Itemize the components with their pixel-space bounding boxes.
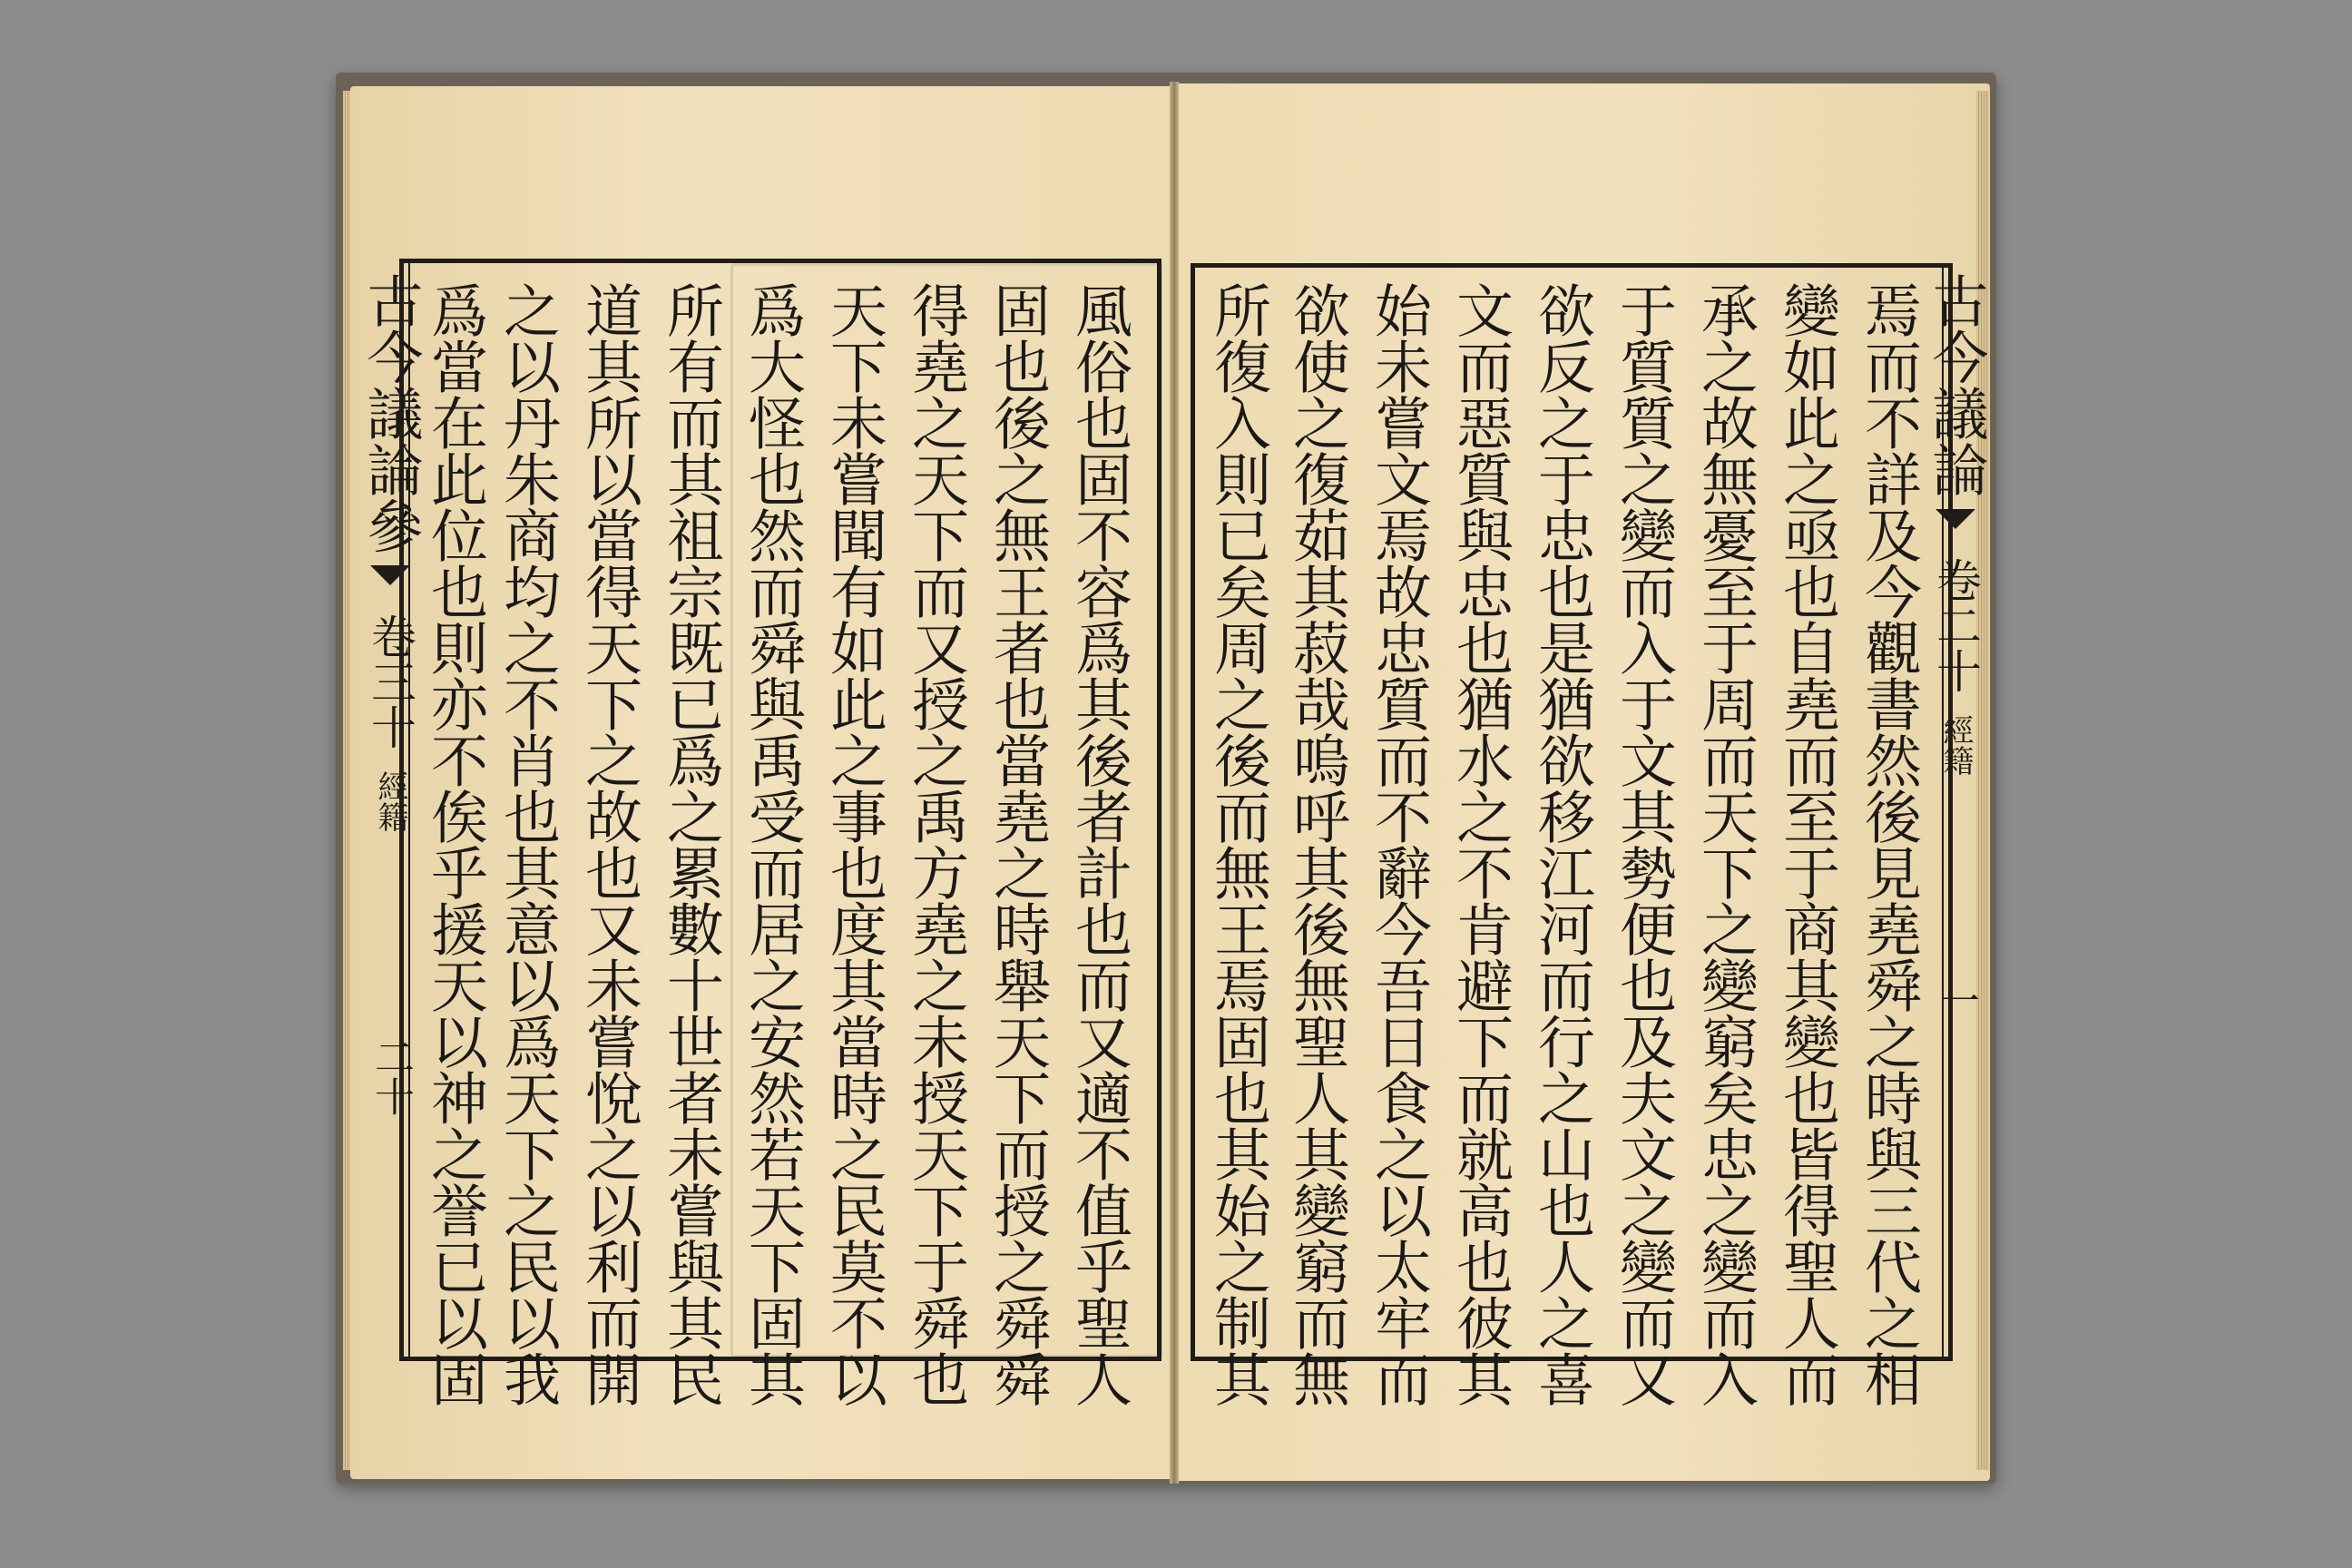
fish-tail-mark-icon <box>370 565 410 585</box>
left-strip-title: 古今議論參 <box>358 272 424 554</box>
left-text-column-6: 所有而其祖宗既已爲之累數十世者未嘗與其民 <box>658 281 724 1406</box>
left-text-column-7: 道其所以當得天下之故也又未嘗悅之以利而開 <box>576 281 642 1406</box>
left-strip-folio: 二十 <box>368 1036 414 1117</box>
left-text-column-4: 天下未嘗聞有如此之事也度其當時之民莫不以 <box>821 281 887 1406</box>
right-strip-juan: 卷二十 <box>1929 557 1982 694</box>
right-center-strip <box>1924 272 1987 1343</box>
left-text-column-2: 固也後之無王者也當堯之時舉天下而授之舜舜 <box>985 281 1051 1406</box>
left-text-column-9: 爲當在此位也則亦不俟乎援天以神之誉已以固 <box>422 281 488 1406</box>
left-strip-juan: 卷三十 <box>364 613 416 750</box>
right-strip-title: 古今議論 <box>1923 272 1989 497</box>
right-text-column-2: 變如此之亟也自堯而至于商其變也皆得聖人而 <box>1774 281 1840 1406</box>
right-text-column-9: 所復入則已矣周之後而無王焉固也其始之制其 <box>1205 281 1271 1406</box>
left-center-strip <box>358 272 422 1343</box>
right-strip-category: 經籍 <box>1937 714 1974 777</box>
right-strip-folio: 一 <box>1933 980 1979 1021</box>
right-text-column-8: 欲使之復茹其菽哉嗚呼其後無聖人其變窮而無 <box>1284 281 1350 1406</box>
right-text-column-5: 欲反之于忠也是猶欲移江河而行之山也人之喜 <box>1529 281 1595 1406</box>
right-text-column-7: 始未嘗文焉故忠質而不辭今吾日食之以太牢而 <box>1366 281 1432 1406</box>
left-strip-category: 經籍 <box>372 770 408 833</box>
right-text-column-3: 承之故無憂至于周而天下之變窮矣忠之變而入 <box>1692 281 1759 1406</box>
left-text-column-8: 之以丹朱商均之不肖也其意以爲天下之民以我 <box>495 281 561 1406</box>
left-text-column-5: 爲大怪也然而舜與禹受而居之安然若天下固其 <box>740 281 806 1406</box>
book-gutter <box>1170 82 1179 1484</box>
fish-tail-mark-icon <box>1936 509 1975 529</box>
left-text-column-3: 得堯之天下而又授之禹方堯之未授天下于舜也 <box>903 281 969 1406</box>
right-text-column-6: 文而惡質與忠也猶水之不肯避下而就高也彼其 <box>1447 281 1514 1406</box>
left-text-column-1: 風俗也固不容爲其後者計也而又適不值乎聖人 <box>1066 281 1132 1406</box>
right-text-column-4: 于質質之變而入于文其勢便也及夫文之變而又 <box>1611 281 1677 1406</box>
right-text-column-1: 焉而不詳及今觀書然後見堯舜之時與三代之相 <box>1856 281 1922 1406</box>
